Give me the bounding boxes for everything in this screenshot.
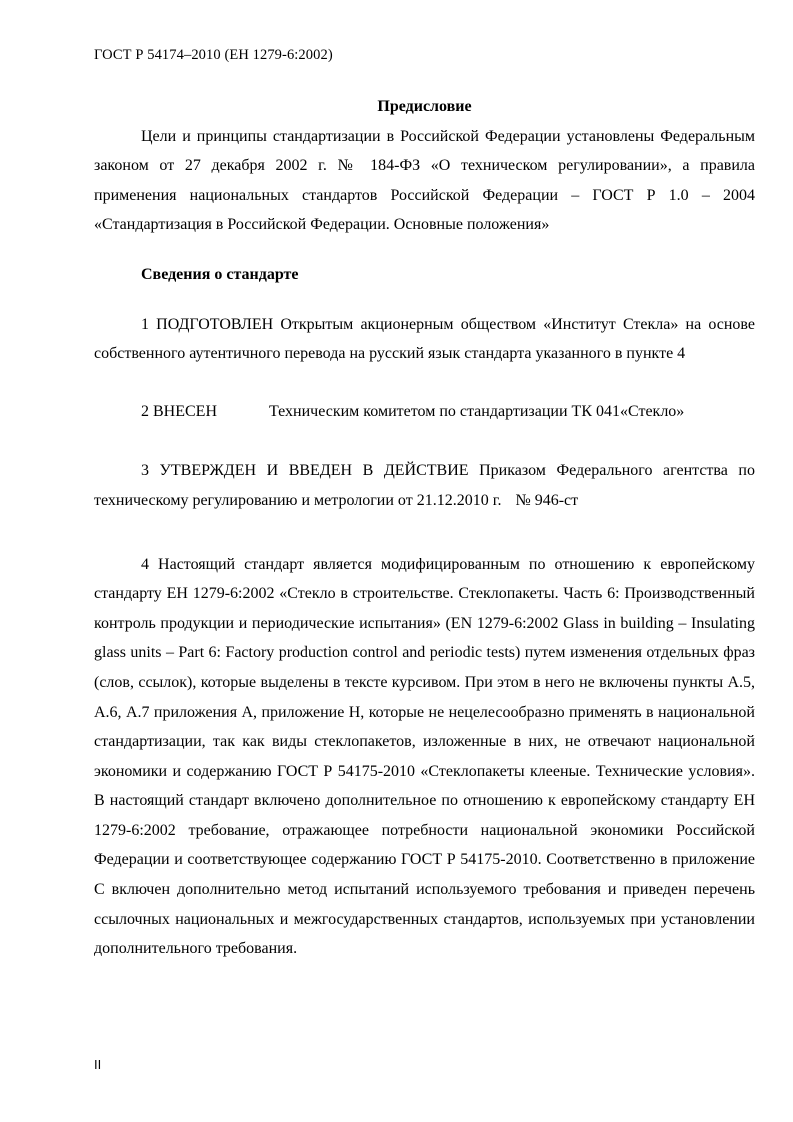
info-item-3-text: 3 УТВЕРЖДЕН И ВВЕДЕН В ДЕЙСТВИЕ Приказом Федерального агентства по техническому регулированию и метрологии от 21.12.2010 г. xyxy=(94,462,755,509)
document-header: ГОСТ Р 54174–2010 (ЕН 1279-6:2002) xyxy=(94,47,333,63)
info-item-4: 4 Настоящий стандарт является модифицированным по отношению к европейскому стандарту ЕН 1279-6:2002 «Стекло в строительстве. Стеклопакеты. Часть 6: Производственный контроль продукции и периодические испытания» (EN 1279-6:2002 Glass in building – Insulating glass units – Part 6: Factory production control and periodic tests) путем изменения отдельных фраз (слов, ссылок), которые выделены в тексте курсивом. При этом в него не включены пункты А.5, А.6, А.7 приложения А, приложение Н, которые не нецелесообразно применять в национальной стандартизации, так как виды стеклопакетов, изложенные в них, не отвечают национальной экономики и содержанию ГОСТ Р 54175-2010 «Стеклопакеты клееные. Технические условия». В настоящий стандарт включено дополнительное по отношению к европейскому стандарту ЕН 1279-6:2002 требование, отражающее потребности национальной экономики Российской Федерации и соответствующее содержанию ГОСТ Р 54175-2010. Соответственно в приложение С включен дополнительно метод испытаний используемого требования и приведен перечень ссылочных национальных и межгосударственных стандартов, используемых при установлении дополнительного требования. xyxy=(94,555,755,958)
foreword-title: Предисловие xyxy=(377,98,472,115)
document-body xyxy=(94,92,755,964)
info-item-1: 1 ПОДГОТОВЛЕН Открытым акционерным обществом «Институт Стекла» на основе собственного аутентичного перевода на русский язык стандарта указанного в пункте 4 xyxy=(94,315,755,363)
info-item-3 xyxy=(94,456,755,515)
info-item-2-text: Техническим комитетом по стандартизации ТК 041«Стекло» xyxy=(269,402,685,420)
page-number: II xyxy=(94,1057,102,1072)
info-title: Сведения о стандарте xyxy=(141,265,299,283)
info-item-3-order-number: № 946-ст xyxy=(515,491,579,509)
info-item-2-label: 2 ВНЕСЕН xyxy=(141,402,217,420)
info-item-2 xyxy=(94,397,755,427)
foreword-text: Цели и принципы стандартизации в Российской Федерации установлены Федеральным законом от 27 декабря 2002 г. № 184-ФЗ «О техническом регулировании», а правила применения национальных стандартов Российской Федерации – ГОСТ Р 1.0 – 2004 «Стандартизация в Российской Федерации. Основные положения» xyxy=(94,127,755,234)
